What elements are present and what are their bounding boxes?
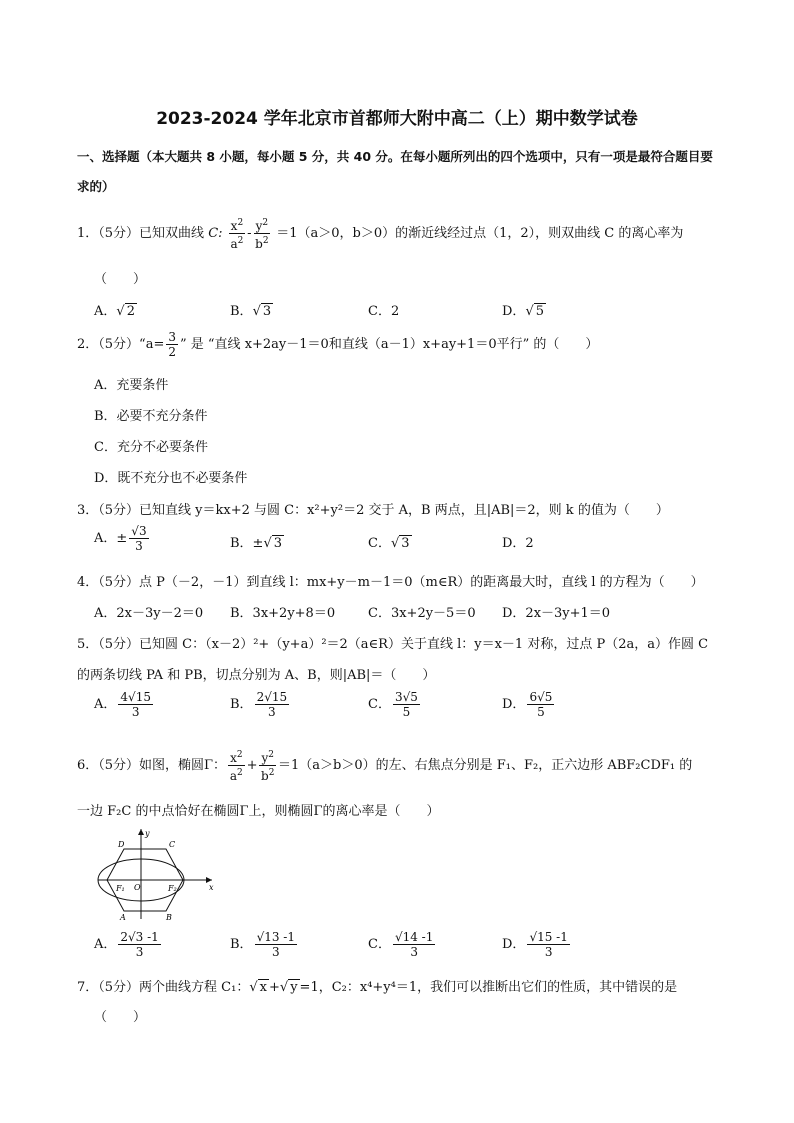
section-heading: 一、选择题（本大题共 8 小题，每小题 5 分，共 40 分。在每小题所列出的四个选项中，只有一项是最符合题目要求的） [77,149,713,194]
q6-figure [94,827,224,926]
q2-frac: $\frac{3}{2}$ [168,330,176,359]
q1-option-d[interactable]: D．√ 5 [502,304,545,319]
q1-frac-y: $\frac{y^2}{b^2}$ [255,218,269,251]
q3-option-d[interactable]: D．2 [502,536,534,551]
q1-curve: C: [208,226,223,241]
q4-option-c[interactable]: C．3x+2y－5＝0 [368,606,476,621]
q6-frac-x: $\frac{x^2}{a^2}$ [229,750,243,783]
q3-stem: 3．（5分）已知直线 y＝kx+2 与圆 C：x²+y²＝2 交于 A，B 两点，且|AB|＝2，则 k 的值为（ ） [77,503,669,518]
q1-frac-x: $\frac{x^2}{a^2}$ [230,218,244,251]
q2-a-eq: a= [145,337,165,352]
q5-stem-line1: 5．（5分）已知圆 C：（x－2）²+（y+a）²＝2（a∈R）关于直线 l：y＝x－1 对称，过点 P（2a，a）作圆 C [77,637,709,652]
q6-prefix: 6．（5分）如图，椭圆Γ： [77,758,227,773]
q1-stem: 1．（5分）已知双曲线 C: $\frac{x^2}{a^2}$ - $\frac{y^2}{b^2}$ ＝1（a＞0，b＞0）的渐近线经过点（1，2），则双曲线 C 的离心率为 [77,218,684,251]
q1-paren: （ ） [94,272,147,287]
q2-option-a[interactable]: A．充要条件 [94,378,169,393]
q4-option-b[interactable]: B．3x+2y+8＝0 [230,606,336,621]
q2-prefix: 2．（5分）“ [77,337,146,352]
q6-frac-y: $\frac{y^2}{b^2}$ [261,750,275,783]
svg-text:y: y [145,829,150,838]
q1-tail: ＝1（a＞0，b＞0）的渐近线经过点（1，2），则双曲线 C 的离心率为 [276,226,684,241]
q2-option-d[interactable]: D．既不充分也不必要条件 [94,471,248,486]
q6-option-a[interactable]: A． $\frac{2√3 -1}{3}$ [94,930,159,959]
svg-text:x: x [209,883,214,892]
q6-tail: ＝1（a＞b＞0）的左、右焦点分别是 F₁、F₂，正六边形 ABF₂CDF₁ 的 [278,758,693,773]
svg-text:F₂: F₂ [168,884,177,893]
q5-option-b[interactable]: B． $\frac{2√15}{3}$ [230,690,288,719]
q1-option-c[interactable]: C．2 [368,304,400,319]
q2-option-b[interactable]: B．必要不充分条件 [94,409,208,424]
q4-option-d[interactable]: D．2x－3y+1＝0 [502,606,611,621]
q1-prefix: 1．（5分）已知双曲线 [77,226,205,241]
q7-mid: =1，C₂：x⁴+y⁴＝1，我们可以推断出它们的性质，其中错误的是 [299,980,678,995]
q2-tail: ” 是 “直线 x+2ay－1＝0和直线（a－1）x+ay+1＝0平行” 的（ ） [180,337,599,352]
svg-text:F₁: F₁ [116,884,125,893]
q6-option-c[interactable]: C． $\frac{√14 -1}{3}$ [368,930,434,959]
q5-option-a[interactable]: A． $\frac{4√15}{3}$ [94,690,151,719]
hexagon-ellipse-diagram [94,827,224,922]
q3-option-a[interactable]: A．± $\frac{√3}{3}$ [94,524,147,553]
q3-option-c[interactable]: C．√ 3 [368,536,410,551]
q7-stem: 7．（5分）两个曲线方程 C₁：√ x +√ y =1，C₂：x⁴+y⁴＝1，我们可以推断出它们的性质，其中错误的是 [77,980,678,995]
q6-stem: 6．（5分）如图，椭圆Γ： $\frac{x^2}{a^2}$ + $\frac{y^2}{b^2}$ ＝1（a＞b＞0）的左、右焦点分别是 F₁、F₂，正六边形 ABF₂CDF₁ 的 [77,750,693,783]
q6-stem-line2: 一边 F₂C 的中点恰好在椭圆Γ上，则椭圆Γ的离心率是（ ） [77,804,440,819]
svg-text:C: C [169,840,176,849]
q5-option-c[interactable]: C． $\frac{3√5}{5}$ [368,690,418,719]
q7-paren: （ ） [94,1010,147,1025]
q3-option-b[interactable]: B．±√ 3 [230,536,283,551]
q5-stem-line2: 的两条切线 PA 和 PB，切点分别为 A、B，则|AB|＝（ ） [77,668,436,683]
svg-text:O: O [134,883,141,892]
q1-option-a[interactable]: A．√ 2 [94,304,135,319]
page-title: 2023-2024 学年北京市首都师大附中高二（上）期中数学试卷 [156,109,638,129]
q2-option-c[interactable]: C．充分不必要条件 [94,440,208,455]
svg-text:A: A [120,913,126,922]
svg-text:D: D [118,840,125,849]
q1-option-b[interactable]: B．√ 3 [230,304,272,319]
q4-option-a[interactable]: A．2x－3y－2＝0 [94,606,204,621]
q2-stem [77,330,598,359]
q4-stem: 4．（5分）点 P（－2，－1）到直线 l：mx+y－m－1＝0（m∈R）的距离最大时，直线 l 的方程为（ ） [77,575,704,590]
q5-option-d[interactable]: D． $\frac{6√5}{5}$ [502,690,553,719]
svg-text:B: B [166,913,172,922]
q6-option-b[interactable]: B． $\frac{√13 -1}{3}$ [230,930,295,959]
q7-prefix: 7．（5分）两个曲线方程 C₁： [77,980,250,995]
q6-option-d[interactable]: D． $\frac{√15 -1}{3}$ [502,930,568,959]
